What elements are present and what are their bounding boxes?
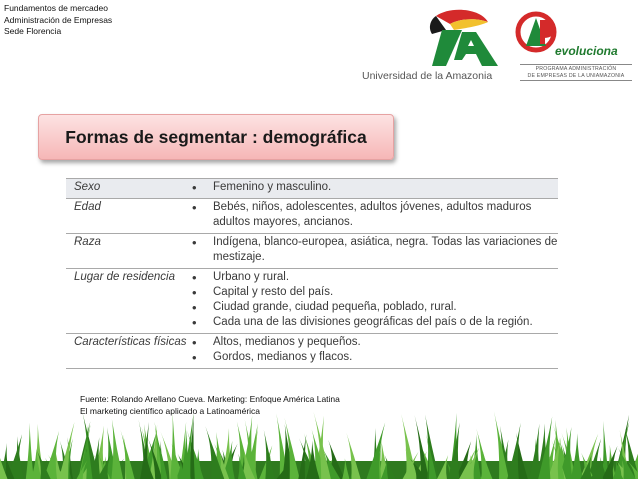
table-row [66, 269, 558, 334]
row-label: Sexo [74, 181, 101, 193]
row-label: Edad [74, 201, 101, 213]
source-line1: Fuente: Rolando Arellano Cueva. Marketing: Enfoque América Latina [80, 394, 340, 404]
list-item: • Femenino y masculino. [188, 180, 558, 195]
program-caption-line1: PROGRAMA ADMINISTRACIÓN [535, 66, 617, 72]
table-row [66, 179, 558, 199]
university-name: Universidad de la Amazonia [362, 70, 493, 82]
list-item: • Bebés, niños, adolescentes, adultos jóvenes, adultos maduros adultos mayores, ancianos. [188, 200, 558, 230]
table-row [66, 334, 558, 369]
header-line-campus: Sede Florencia [4, 26, 62, 36]
row-label: Características físicas [74, 336, 187, 348]
evoluciona-wordmark: evoluciona [555, 44, 618, 58]
grass-border-decoration [0, 409, 638, 479]
program-divider-top [520, 64, 632, 65]
row-label: Raza [74, 236, 101, 248]
header-line-program: Administración de Empresas [4, 14, 113, 25]
segmentation-table [66, 178, 558, 369]
program-caption-line2: DE EMPRESAS DE LA UNIAMAZONIA [527, 72, 625, 79]
course-header [4, 3, 112, 38]
list-item: • Ciudad grande, ciudad pequeña, poblado, rural. [188, 300, 558, 315]
table-row [66, 234, 558, 269]
slide-title: Formas de segmentar : demográfica [65, 126, 367, 147]
list-item: • Indígena, blanco-europea, asiática, negra. Todas las variaciones de mestizaje. [188, 235, 558, 265]
list-item: • Cada una de las divisiones geográficas del país o de la región. [188, 315, 558, 330]
program-caption [520, 66, 632, 79]
list-item: • Capital y resto del país. [188, 285, 558, 300]
slide-title-box [38, 114, 394, 160]
program-divider-bottom [520, 80, 632, 81]
header-line-course: Fundamentos de mercadeo [4, 3, 108, 13]
source-line2: El marketing científico aplicado a Latinoamérica [80, 405, 261, 416]
list-item: • Gordos, medianos y flacos. [188, 350, 558, 365]
row-label: Lugar de residencia [74, 271, 176, 283]
table-row [66, 199, 558, 234]
list-item: • Urbano y rural. [188, 270, 558, 285]
list-item: • Altos, medianos y pequeños. [188, 335, 558, 350]
